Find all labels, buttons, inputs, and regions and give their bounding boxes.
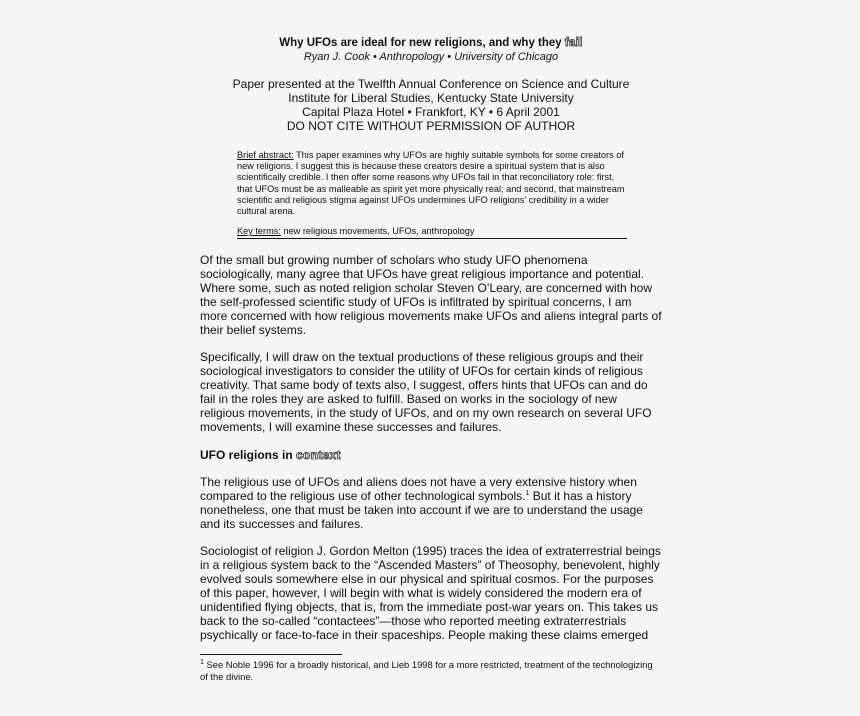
body-paragraph: Sociologist of religion J. Gordon Melton (1995) traces the idea of extraterrestrial beings in a religious system back to the “Ascended Masters” of Theosophy, benevolent, highly evolved souls somewhere else in our physical and spiritual cosmos. For the purposes of this paper, however, I will begin with what is widely considered the modern era of unidentified flying objects, that is, from the immediate post-war years on. This takes us back to the so-called “contactees”—those who reported meeting extraterrestrials psychically or face-to-face in their spaceships. People making these claims emerged: [200, 544, 661, 643]
paper-page: [200, 36, 662, 682]
footnote-text: See Noble 1996 for a broadly historical, and Lieb 1998 for a more restricted, treatment of the technologizing of the divine.: [200, 659, 653, 682]
paragraph-text: But it has a history nonetheless, one that must be taken into account if we are to understand the usage and its successes and failures.: [200, 489, 643, 532]
footnote-divider: [200, 654, 342, 655]
author-byline: Ryan J. Cook • Anthropology • University of Chicago: [303, 51, 559, 63]
title-emphasis: fail: [564, 37, 583, 49]
key-terms: [237, 226, 627, 239]
key-terms-label: Key terms:: [237, 226, 281, 237]
abstract-text: This paper examines why UFOs are highly suitable symbols for some creators of new religions. I suggest this is because these creators desire a spiritual system that is also scientifically credible. I then offer some reasons why UFOs fail in that reconciliatory role: first, that UFOs must be as malleable as spirit yet more physically real; and second, that mainstream scientific and religious stigma against UFOs undermines UFO religions’ credibility in a wider cultural arena.: [237, 150, 625, 217]
abstract-label: Brief abstract:: [237, 150, 294, 160]
title-text: Why UFOs are ideal for new religions, and why they: [279, 37, 565, 49]
heading-text: UFO religions in: [200, 448, 297, 463]
key-terms-text: new religious movements, UFOs, anthropology: [280, 226, 475, 237]
footnote-number: 1: [200, 659, 204, 667]
paragraph-text: The religious use of UFOs and aliens does not have a very extensive history when compared to the religious use of other technological symbols.: [200, 475, 637, 504]
body-paragraph: [200, 475, 662, 531]
heading-emphasis: context: [296, 448, 341, 463]
conference-block: [200, 77, 662, 133]
paper-title: [200, 36, 662, 50]
conference-line: Institute for Liberal Studies, Kentucky State University: [288, 91, 574, 105]
section-heading: [200, 448, 662, 462]
body-paragraph: Of the small but growing number of scholars who study UFO phenomena sociologically, many agree that UFOs have great religious importance and potential. Where some, such as noted religion scholar Steven O’Leary, are concerned with how the self-professed scientific study of UFOs is infiltrated by spiritual concerns, I am more concerned with how religious movements make UFOs and aliens integral parts of their belief systems.: [200, 253, 662, 338]
conference-line: Paper presented at the Twelfth Annual Conference on Science and Culture: [232, 77, 630, 91]
body-paragraph: Specifically, I will draw on the textual productions of these religious groups and their sociological investigators to consider the utility of UFOs for certain kinds of religious creativity. That same body of texts also, I suggest, offers hints that UFOs can and do fail in the roles they are asked to fulfill. Based on works in the sociology of new religious movements, in the study of UFOs, and on my own research on several UFO movements, I will examine these successes and failures.: [200, 350, 652, 435]
footnote: [200, 659, 662, 682]
conference-line: DO NOT CITE WITHOUT PERMISSION OF AUTHOR: [286, 119, 576, 133]
conference-line: Capital Plaza Hotel • Frankfort, KY • 6 April 2001: [302, 105, 560, 119]
abstract: [237, 150, 627, 217]
footnote-reference[interactable]: 1: [525, 490, 530, 498]
